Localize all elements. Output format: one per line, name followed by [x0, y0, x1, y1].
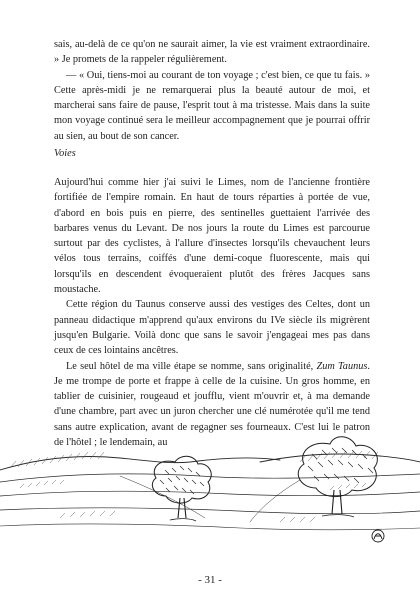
page-number: - 31 -: [198, 574, 222, 586]
main-text-block: [54, 175, 370, 450]
top-text-block: [54, 37, 370, 144]
paragraph-text: Le seul hôtel de ma ville étape se nomme, sans originalité,: [66, 360, 317, 372]
artist-monogram-icon: [372, 530, 384, 542]
landscape-illustration: [0, 418, 420, 548]
paragraph-text: . Je me trompe de porte et frappe à celle de la cuisine. Un gros homme, en tablier de cuisinier, rougeaud et joufflu, vient m'ouvrir et, à ma demande d'une chambre, part avec un juron chercher une clé numérotée qu'il me tend sans autre explication, avant de regagner ses fourneaux. C'est lui le patron de l'hôtel ; le lendemain, au: [54, 360, 370, 449]
paragraph: Aujourd'hui comme hier j'ai suivi le Limes, nom de l'ancienne frontière fortifiée de l'empire romain. En haut de tours réparties à portée de vue, d'abord en bois puis en pierre, des sentinelles guettaient l'arrivée des barbares venus du Levant. De nos jours la route du Limes est parcourue surtout par des cyclistes, à l'allure d'insectes lorsqu'ils chevauchent leurs vélos tous terrains, coiffés d'une demi-coque fluorescente, mais qui lorsqu'ils en descendent évoqueraient plutôt des frères Jacques sans moustache.: [54, 177, 370, 296]
section-heading: Voies: [54, 148, 76, 159]
hotel-name: Zum Taunus: [316, 360, 368, 372]
paragraph: Cette région du Taunus conserve aussi des vestiges des Celtes, dont un panneau didactique m'apprend qu'aux environs du IVe siècle ils migrèrent jusqu'en Bulgarie. Voilà donc que sans le savoir j'engageai mes pas dans ceux de ces lointains ancêtres.: [54, 299, 370, 357]
paragraph: — « Oui, tiens-moi au courant de ton voyage ; c'est bien, ce que tu fais. » Cette après-midi je ne remarquerai plus la beauté autour de moi, et marcherai sans faire de pause, l'esprit tout à ma tristesse. Mais dans la suite mon voyage continué sera le meilleur accompagnement que je pourrai offrir au sien, au bout de son cancer.: [54, 69, 370, 142]
paragraph: sais, au-delà de ce qu'on ne saurait aimer, la vie est vraiment extraordinaire. » Je promets de la rappeler régulièrement.: [54, 39, 370, 66]
left-tree: [152, 456, 211, 521]
